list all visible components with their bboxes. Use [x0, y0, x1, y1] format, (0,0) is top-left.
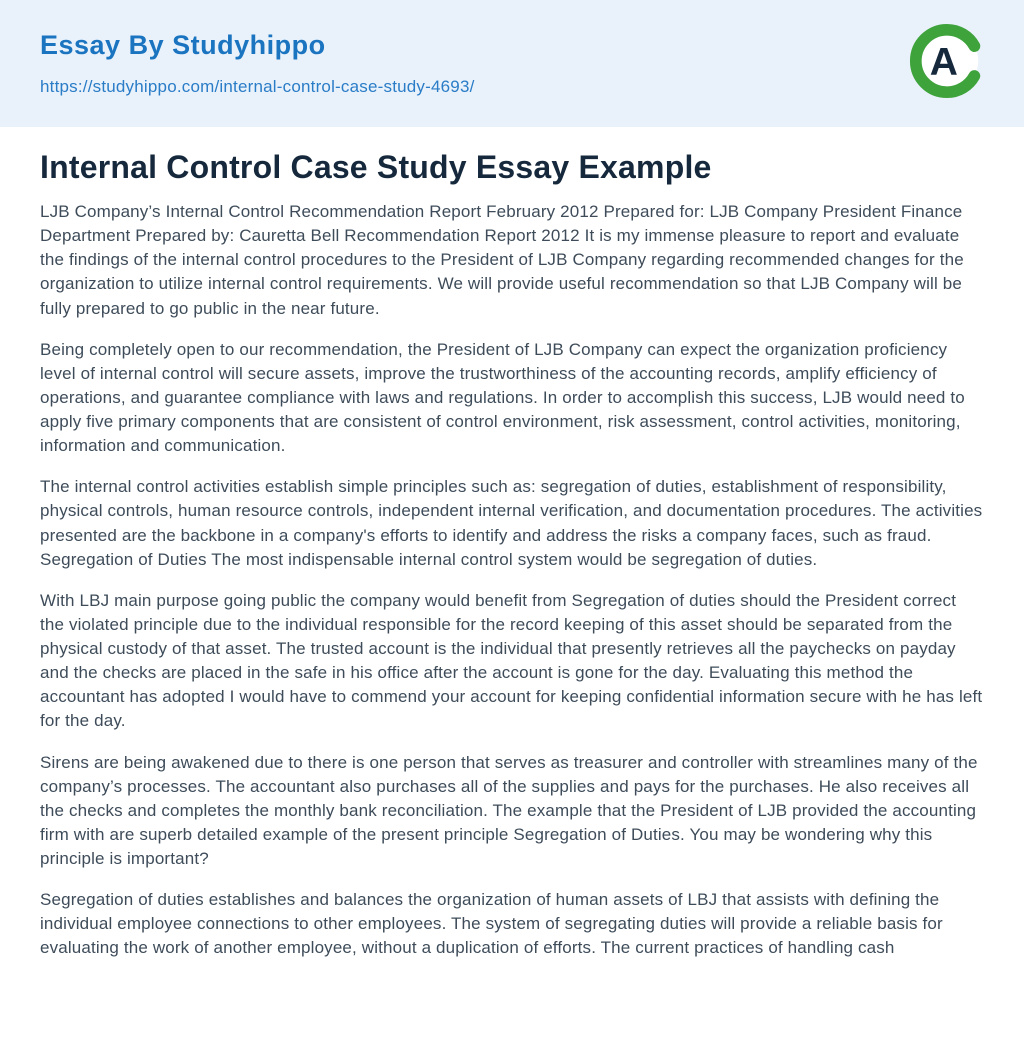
essay-paragraph: Sirens are being awakened due to there is one person that serves as treasurer and controller with streamlines many of the company’s processes. The accountant also purchases all of the supplies and pays for the purchases. He also receives all the checks and completes the monthly bank reconciliation. The example that the President of LJB provided the accounting firm with are superb detailed example of the present principle Segregation of Duties. You may be wondering why this principle is important? [40, 752, 978, 868]
essay-body [40, 200, 984, 961]
essay-paragraph: LJB Company’s Internal Control Recommendation Report February 2012 Prepared for: LJB Company President Finance Department Prepared by: Cauretta Bell Recommendation Report 2012 It is my immense pleasure to report and evaluate the findings of the internal control procedures to the President of LJB Company regarding recommended changes for the organization to utilize internal control requirements. We will provide useful recommendation so that LJB Company will be fully prepared to go public in the near future. [40, 202, 964, 318]
logo-ring-icon [908, 22, 986, 100]
essay-paragraph: The internal control activities establish simple principles such as: segregation of duties, establishment of responsibility, physical controls, human resource controls, independent internal verification, and documentation procedures. The activities presented are the backbone in a company's efforts to identify and address the risks a company faces, such as fraud. Segregation of Duties The most indispensable internal control system would be segregation of duties. [40, 477, 983, 569]
essay-paragraph: Being completely open to our recommendation, the President of LJB Company can expect the organization proficiency level of internal control will secure assets, improve the trustworthiness of the accounting records, amplify efficiency of operations, and guarantee compliance with laws and regulations. In order to accomplish this success, LJB would need to apply five primary components that are consistent of control environment, risk assessment, control activities, monitoring, information and communication. [40, 339, 965, 456]
essay-paragraph: With LBJ main purpose going public the company would benefit from Segregation of duties should the President correct the violated principle due to the individual responsible for the record keeping of this asset should be separated from the physical custody of that asset. The trusted account is the individual that presently retrieves all the paychecks on payday and the checks are placed in the safe in his office after the account is gone for the day. Evaluating this method the accountant has adopted I would have to commend your account for keeping confidential information secure with he has left for the day. [40, 590, 983, 731]
source-url-link[interactable]: https://studyhippo.com/internal-control-case-study-4693/ [40, 77, 475, 96]
page-title: Internal Control Case Study Essay Example [40, 149, 712, 185]
studyhippo-logo-icon[interactable] [908, 22, 986, 100]
article-content [0, 127, 1024, 1001]
site-brand-text: Essay By Studyhippo [40, 30, 326, 60]
essay-paragraph: Segregation of duties establishes and balances the organization of human assets of LBJ that assists with defining the individual employee connections to other employees. The system of segregating duties will provide a reliable basis for evaluating the work of another employee, without a duplication of efforts. The current practices of handling cash [40, 890, 943, 958]
logo-letter: A [929, 41, 958, 85]
page-header [0, 0, 1024, 127]
